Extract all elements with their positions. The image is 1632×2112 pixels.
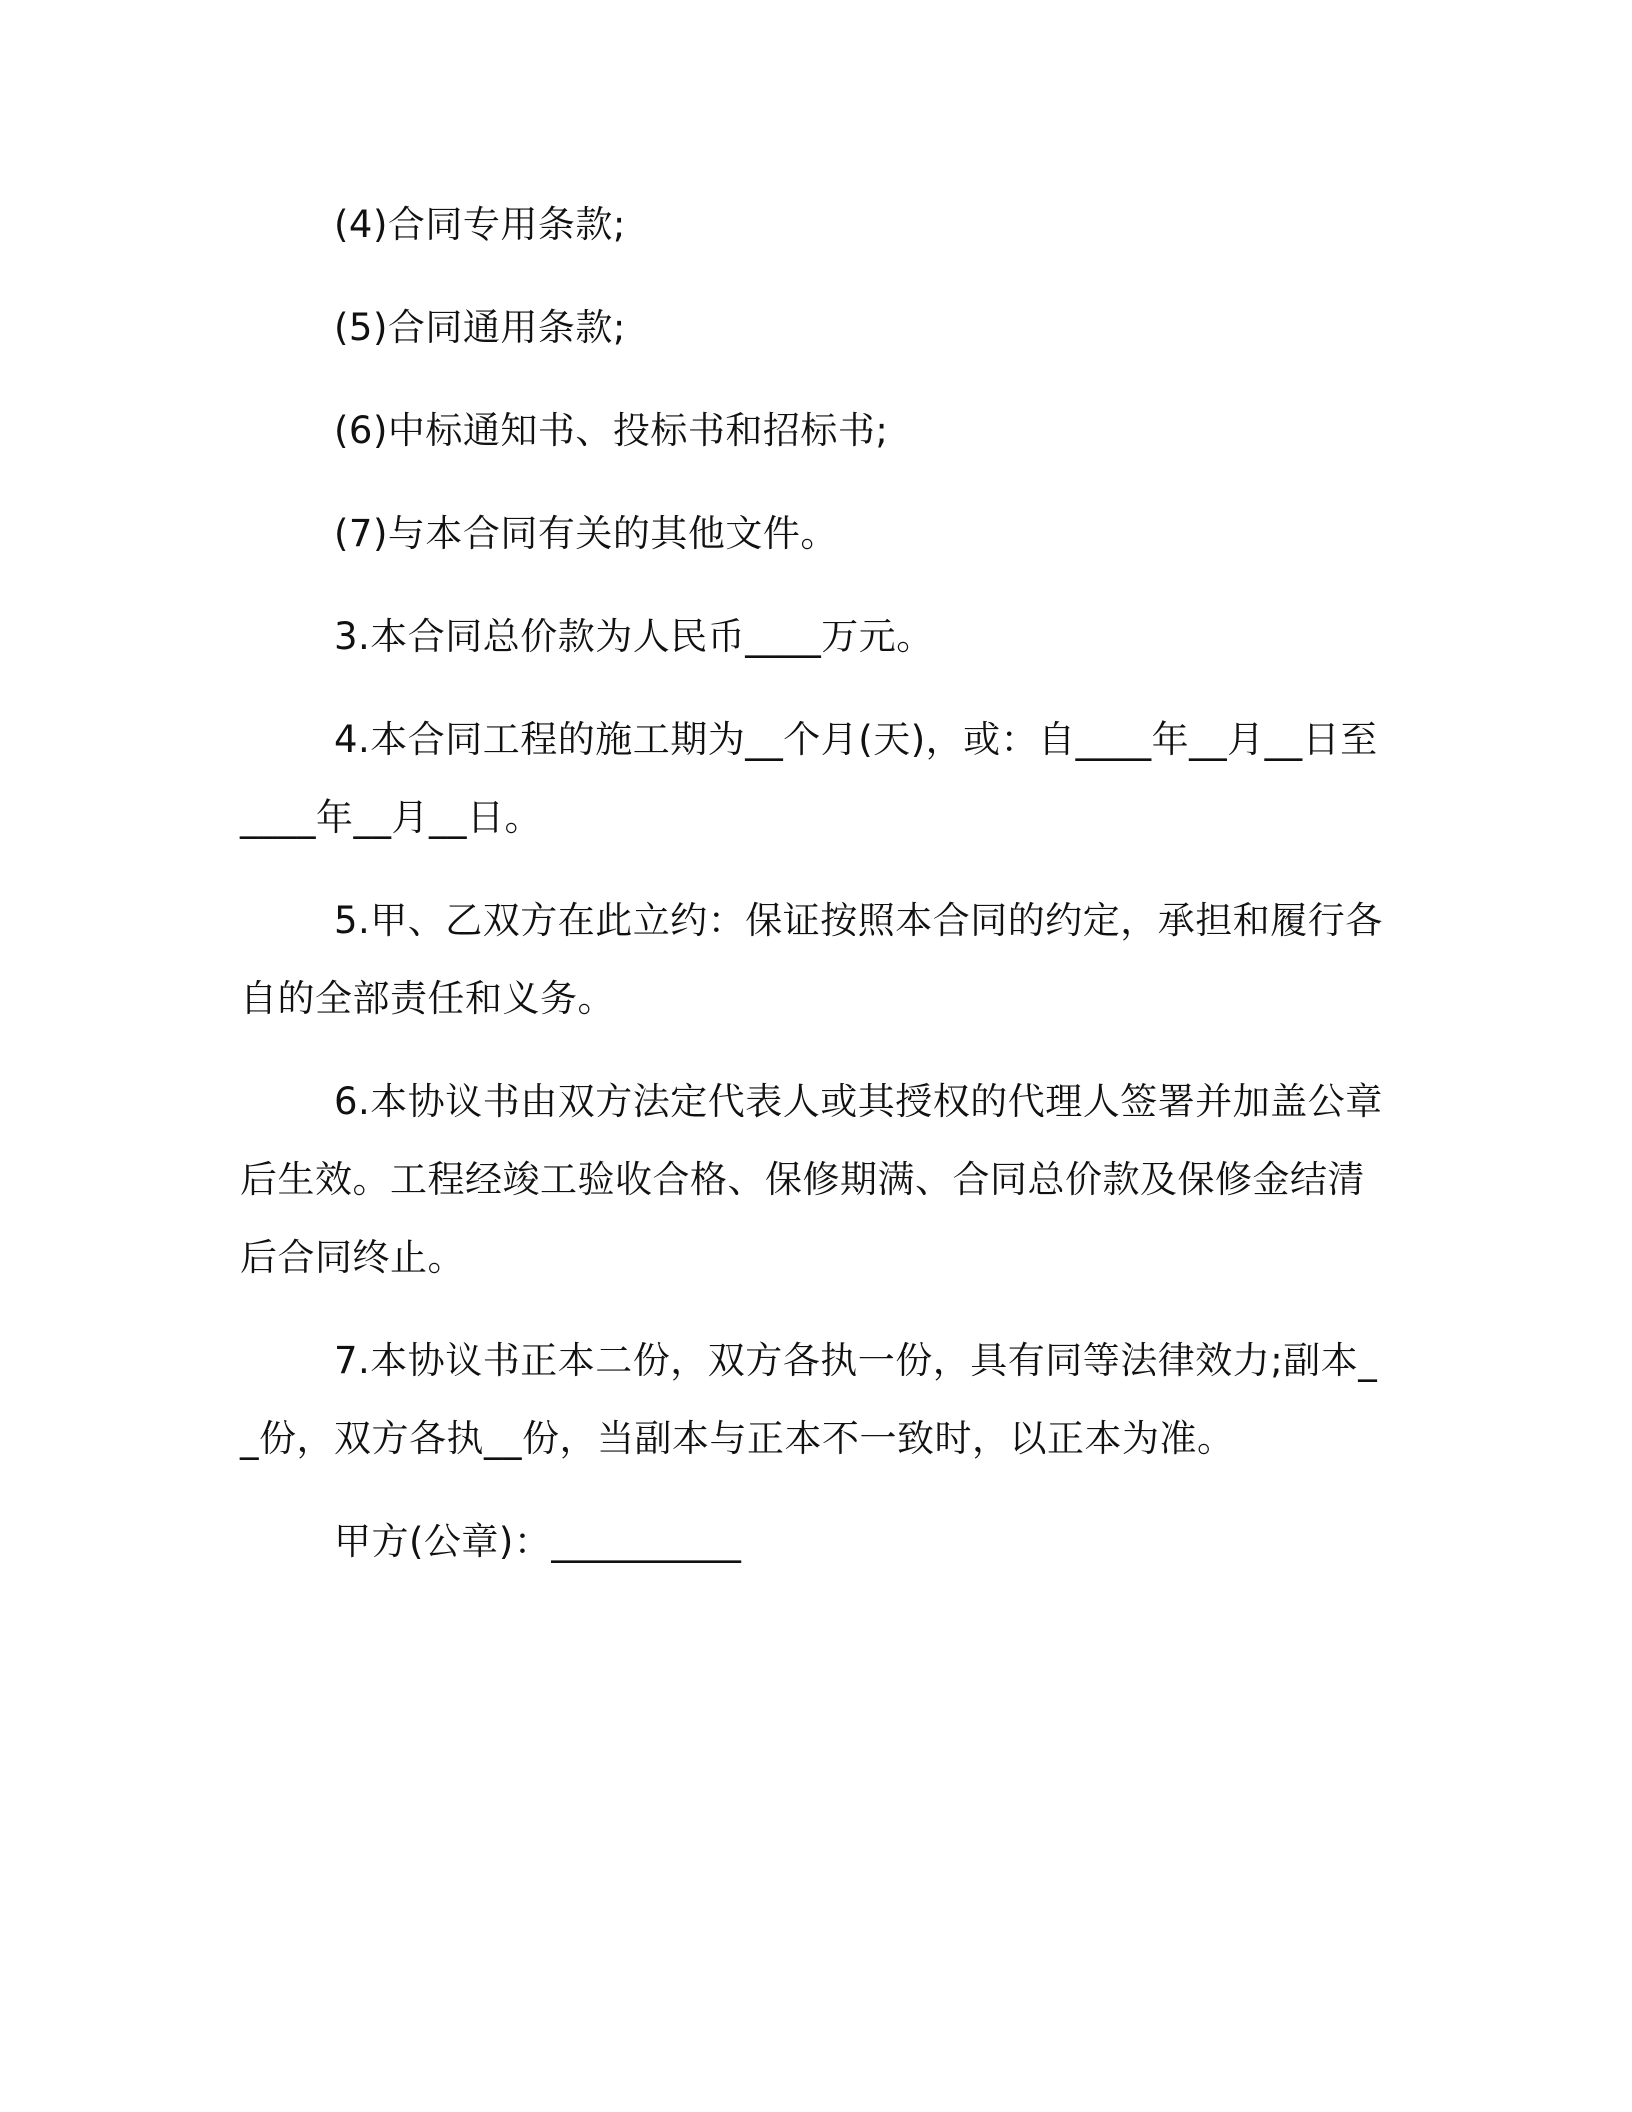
clause-6-effectiveness: 6.本协议书由双方法定代表人或其授权的代理人签署并加盖公章后生效。工程经竣工验收合格、保修期满、合同总价款及保修金结清后合同终止。 <box>240 1080 1383 1279</box>
item-4-special-terms: (4)合同专用条款; <box>334 203 626 246</box>
clause-7-copies: 7.本协议书正本二份，双方各执一份，具有同等法律效力;副本__份，双方各执__份，当副本与正本不一致时，以正本为准。 <box>240 1339 1378 1460</box>
document-body <box>240 186 1390 1606</box>
party-a-seal-line: 甲方(公章)：__________ <box>334 1520 742 1563</box>
clause-4-construction-period: 4.本合同工程的施工期为__个月(天)，或：自____年__月__日至____年__月__日。 <box>240 718 1378 839</box>
item-5-general-terms: (5)合同通用条款; <box>334 306 626 349</box>
clause-5-agreement: 5.甲、乙双方在此立约：保证按照本合同的约定，承担和履行各自的全部责任和义务。 <box>240 899 1383 1020</box>
item-6-bid-documents: (6)中标通知书、投标书和招标书; <box>334 409 889 452</box>
item-7-other-documents: (7)与本合同有关的其他文件。 <box>334 512 838 555</box>
clause-3-total-price: 3.本合同总价款为人民币____万元。 <box>334 615 934 658</box>
